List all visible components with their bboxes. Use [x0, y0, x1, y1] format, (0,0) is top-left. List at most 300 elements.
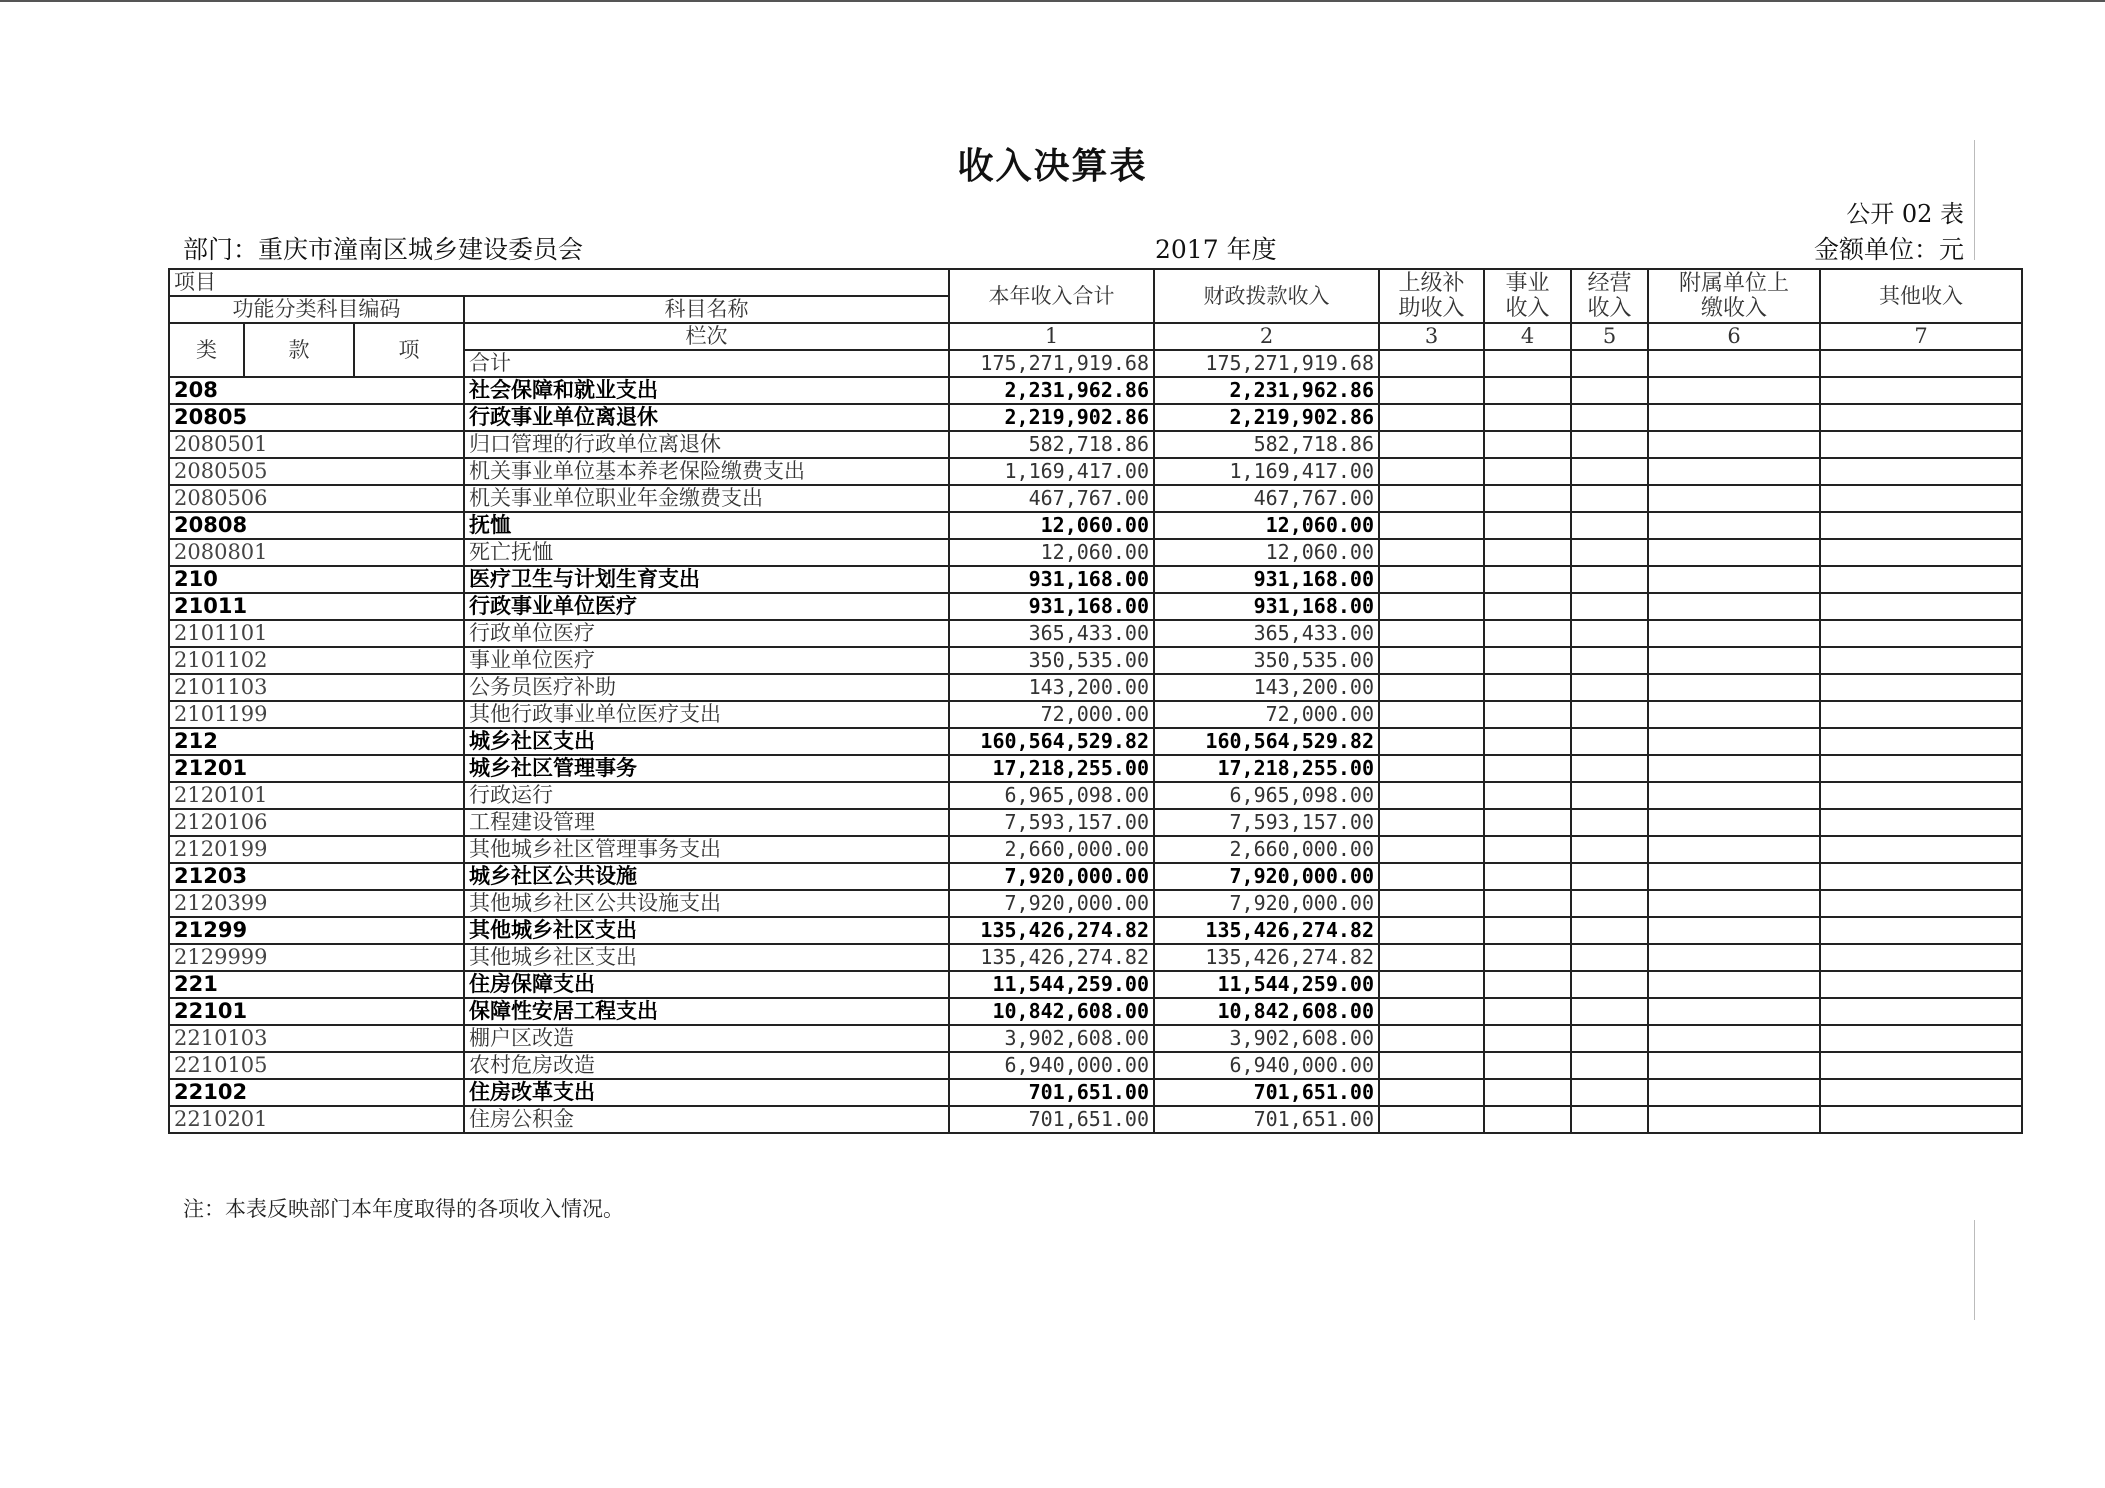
header-total-income: 本年收入合计	[949, 269, 1154, 323]
empty-cell	[1820, 755, 2022, 782]
subject-name: 棚户区改造	[464, 1025, 949, 1052]
empty-cell	[1571, 485, 1648, 512]
table-row	[169, 620, 2022, 647]
subject-name: 其他城乡社区公共设施支出	[464, 890, 949, 917]
subject-name: 事业单位医疗	[464, 647, 949, 674]
empty-cell	[1484, 728, 1571, 755]
empty-cell	[1820, 971, 2022, 998]
table-row	[169, 971, 2022, 998]
subject-name: 住房保障支出	[464, 971, 949, 998]
subject-name: 死亡抚恤	[464, 539, 949, 566]
total-income-cell: 143,200.00	[949, 674, 1154, 701]
subject-name: 其他行政事业单位医疗支出	[464, 701, 949, 728]
empty-cell	[1648, 377, 1820, 404]
empty-cell	[1379, 944, 1484, 971]
col-number: 2	[1154, 323, 1379, 350]
empty-cell	[1379, 620, 1484, 647]
empty-cell	[1648, 782, 1820, 809]
empty-cell	[1379, 539, 1484, 566]
subject-name: 社会保障和就业支出	[464, 377, 949, 404]
header-business-label: 事业 收入	[1505, 271, 1550, 321]
total-fiscal-value: 175,271,919.68	[1154, 350, 1379, 377]
empty-cell	[1820, 782, 2022, 809]
empty-cell	[1648, 1106, 1820, 1133]
subject-name: 其他城乡社区支出	[464, 944, 949, 971]
col-number: 5	[1571, 323, 1648, 350]
subject-code: 2080506	[169, 485, 464, 512]
table-row	[169, 485, 2022, 512]
fiscal-income-cell: 12,060.00	[1154, 512, 1379, 539]
empty-cell	[1484, 377, 1571, 404]
empty-cell	[1484, 701, 1571, 728]
empty-cell	[1820, 836, 2022, 863]
empty-cell	[1820, 809, 2022, 836]
table-row	[169, 836, 2022, 863]
total-income-cell: 350,535.00	[949, 647, 1154, 674]
total-income-cell: 3,902,608.00	[949, 1025, 1154, 1052]
page-title: 收入决算表	[957, 146, 1148, 187]
empty-cell	[1484, 512, 1571, 539]
empty-cell	[1571, 863, 1648, 890]
fiscal-income-cell: 7,920,000.00	[1154, 863, 1379, 890]
empty-cell	[1484, 539, 1571, 566]
fiscal-income-cell: 582,718.86	[1154, 431, 1379, 458]
empty-cell	[1820, 863, 2022, 890]
income-statement-table	[168, 268, 2023, 1134]
header-affiliated-income	[1648, 269, 1820, 323]
empty-cell	[1571, 593, 1648, 620]
empty-cell	[1484, 350, 1571, 377]
empty-cell	[1484, 755, 1571, 782]
total-income-cell: 7,920,000.00	[949, 890, 1154, 917]
table-row	[169, 1079, 2022, 1106]
fiscal-income-cell: 135,426,274.82	[1154, 917, 1379, 944]
empty-cell	[1571, 890, 1648, 917]
empty-cell	[1484, 485, 1571, 512]
total-income-cell: 7,593,157.00	[949, 809, 1154, 836]
empty-cell	[1379, 593, 1484, 620]
total-income-cell: 365,433.00	[949, 620, 1154, 647]
header-operating-label: 经营 收入	[1587, 271, 1632, 321]
col-number: 4	[1484, 323, 1571, 350]
page-right-edge	[1974, 1220, 1975, 1320]
empty-cell	[1484, 809, 1571, 836]
fiscal-year: 2017 年度	[1155, 235, 1277, 264]
empty-cell	[1648, 1025, 1820, 1052]
empty-cell	[1379, 998, 1484, 1025]
subject-name: 工程建设管理	[464, 809, 949, 836]
amount-unit: 金额单位：元	[1813, 235, 1964, 264]
empty-cell	[1484, 647, 1571, 674]
empty-cell	[1484, 917, 1571, 944]
table-row	[169, 809, 2022, 836]
empty-cell	[1379, 755, 1484, 782]
subject-code: 20808	[169, 512, 464, 539]
empty-cell	[1379, 917, 1484, 944]
subject-code: 2101199	[169, 701, 464, 728]
empty-cell	[1571, 782, 1648, 809]
subject-name: 行政事业单位离退休	[464, 404, 949, 431]
empty-cell	[1648, 620, 1820, 647]
empty-cell	[1820, 431, 2022, 458]
empty-cell	[1648, 593, 1820, 620]
subject-name: 其他城乡社区管理事务支出	[464, 836, 949, 863]
empty-cell	[1571, 674, 1648, 701]
empty-cell	[1648, 755, 1820, 782]
table-row	[169, 593, 2022, 620]
subject-code: 2080505	[169, 458, 464, 485]
empty-cell	[1379, 809, 1484, 836]
header-kuan: 款	[244, 323, 354, 377]
subject-name: 住房改革支出	[464, 1079, 949, 1106]
empty-cell	[1571, 836, 1648, 863]
subject-name: 行政单位医疗	[464, 620, 949, 647]
table-row	[169, 1106, 2022, 1133]
empty-cell	[1379, 377, 1484, 404]
total-income-cell: 6,940,000.00	[949, 1052, 1154, 1079]
subject-code: 2080501	[169, 431, 464, 458]
header-other-income: 其他收入	[1820, 269, 2022, 323]
table-row	[169, 404, 2022, 431]
fiscal-income-cell: 2,660,000.00	[1154, 836, 1379, 863]
empty-cell	[1379, 1079, 1484, 1106]
subject-code: 2129999	[169, 944, 464, 971]
table-row	[169, 377, 2022, 404]
subject-code: 20805	[169, 404, 464, 431]
empty-cell	[1648, 539, 1820, 566]
empty-cell	[1648, 728, 1820, 755]
table-row	[169, 998, 2022, 1025]
empty-cell	[1484, 971, 1571, 998]
fiscal-income-cell: 143,200.00	[1154, 674, 1379, 701]
empty-cell	[1379, 1106, 1484, 1133]
header-upper-subsidy	[1379, 269, 1484, 323]
empty-cell	[1571, 647, 1648, 674]
fiscal-income-cell: 365,433.00	[1154, 620, 1379, 647]
header-func-code: 功能分类科目编码	[169, 296, 464, 323]
total-income-cell: 135,426,274.82	[949, 944, 1154, 971]
header-operating-income	[1571, 269, 1648, 323]
empty-cell	[1820, 1106, 2022, 1133]
empty-cell	[1484, 1052, 1571, 1079]
empty-cell	[1379, 566, 1484, 593]
form-number: 公开 02 表	[1846, 200, 1964, 228]
subject-name: 农村危房改造	[464, 1052, 949, 1079]
subject-code: 2101103	[169, 674, 464, 701]
empty-cell	[1820, 512, 2022, 539]
empty-cell	[1379, 728, 1484, 755]
total-income-cell: 72,000.00	[949, 701, 1154, 728]
table-row	[169, 674, 2022, 701]
fiscal-income-cell: 72,000.00	[1154, 701, 1379, 728]
empty-cell	[1648, 917, 1820, 944]
subject-name: 城乡社区管理事务	[464, 755, 949, 782]
empty-cell	[1571, 1025, 1648, 1052]
empty-cell	[1648, 566, 1820, 593]
header-fiscal-income: 财政拨款收入	[1154, 269, 1379, 323]
empty-cell	[1648, 890, 1820, 917]
table-row	[169, 1025, 2022, 1052]
empty-cell	[1648, 647, 1820, 674]
empty-cell	[1571, 512, 1648, 539]
subject-name: 医疗卫生与计划生育支出	[464, 566, 949, 593]
empty-cell	[1379, 836, 1484, 863]
empty-cell	[1571, 620, 1648, 647]
subject-name: 行政事业单位医疗	[464, 593, 949, 620]
header-upper-subsidy-label: 上级补 助收入	[1398, 271, 1465, 321]
empty-cell	[1571, 998, 1648, 1025]
empty-cell	[1571, 1106, 1648, 1133]
empty-cell	[1648, 485, 1820, 512]
table-row	[169, 512, 2022, 539]
fiscal-income-cell: 6,940,000.00	[1154, 1052, 1379, 1079]
subject-code: 2210201	[169, 1106, 464, 1133]
empty-cell	[1820, 917, 2022, 944]
empty-cell	[1379, 674, 1484, 701]
total-label: 合计	[464, 350, 949, 377]
subject-code: 2120101	[169, 782, 464, 809]
empty-cell	[1648, 512, 1820, 539]
empty-cell	[1484, 1025, 1571, 1052]
empty-cell	[1648, 1052, 1820, 1079]
subject-code: 21203	[169, 863, 464, 890]
empty-cell	[1379, 404, 1484, 431]
table-row	[169, 755, 2022, 782]
subject-name: 机关事业单位职业年金缴费支出	[464, 485, 949, 512]
total-income-cell: 12,060.00	[949, 539, 1154, 566]
fiscal-income-cell: 12,060.00	[1154, 539, 1379, 566]
page-top-edge	[0, 0, 2105, 2]
footnote: 注：本表反映部门本年度取得的各项收入情况。	[183, 1197, 624, 1221]
empty-cell	[1820, 539, 2022, 566]
total-income-cell: 2,219,902.86	[949, 404, 1154, 431]
total-income-cell: 11,544,259.00	[949, 971, 1154, 998]
empty-cell	[1648, 1079, 1820, 1106]
subject-code: 21299	[169, 917, 464, 944]
empty-cell	[1379, 512, 1484, 539]
empty-cell	[1571, 944, 1648, 971]
total-income-cell: 160,564,529.82	[949, 728, 1154, 755]
empty-cell	[1571, 377, 1648, 404]
subject-code: 208	[169, 377, 464, 404]
empty-cell	[1379, 701, 1484, 728]
empty-cell	[1484, 890, 1571, 917]
total-income-cell: 135,426,274.82	[949, 917, 1154, 944]
table-body	[169, 377, 2022, 1133]
empty-cell	[1571, 350, 1648, 377]
table-row	[169, 782, 2022, 809]
fiscal-income-cell: 701,651.00	[1154, 1106, 1379, 1133]
empty-cell	[1484, 674, 1571, 701]
empty-cell	[1648, 863, 1820, 890]
header-row	[169, 323, 2022, 350]
empty-cell	[1820, 701, 2022, 728]
empty-cell	[1484, 863, 1571, 890]
subject-name: 公务员医疗补助	[464, 674, 949, 701]
total-income-cell: 467,767.00	[949, 485, 1154, 512]
col-number: 3	[1379, 323, 1484, 350]
col-number: 7	[1820, 323, 2022, 350]
empty-cell	[1379, 431, 1484, 458]
empty-cell	[1484, 566, 1571, 593]
empty-cell	[1484, 431, 1571, 458]
empty-cell	[1571, 539, 1648, 566]
empty-cell	[1571, 701, 1648, 728]
table-row	[169, 539, 2022, 566]
empty-cell	[1571, 809, 1648, 836]
header-item: 项目	[169, 269, 949, 296]
subject-name: 其他城乡社区支出	[464, 917, 949, 944]
empty-cell	[1484, 782, 1571, 809]
table-row	[169, 1052, 2022, 1079]
fiscal-income-cell: 931,168.00	[1154, 566, 1379, 593]
empty-cell	[1820, 1052, 2022, 1079]
empty-cell	[1571, 917, 1648, 944]
fiscal-income-cell: 467,767.00	[1154, 485, 1379, 512]
empty-cell	[1648, 998, 1820, 1025]
empty-cell	[1648, 674, 1820, 701]
empty-cell	[1484, 836, 1571, 863]
empty-cell	[1648, 350, 1820, 377]
subject-code: 210	[169, 566, 464, 593]
subject-code: 221	[169, 971, 464, 998]
empty-cell	[1648, 431, 1820, 458]
total-income-cell: 17,218,255.00	[949, 755, 1154, 782]
empty-cell	[1484, 593, 1571, 620]
fiscal-income-cell: 350,535.00	[1154, 647, 1379, 674]
table-row	[169, 917, 2022, 944]
empty-cell	[1820, 674, 2022, 701]
subject-name: 城乡社区公共设施	[464, 863, 949, 890]
total-income-cell: 701,651.00	[949, 1079, 1154, 1106]
total-income-cell: 931,168.00	[949, 566, 1154, 593]
empty-cell	[1484, 998, 1571, 1025]
subject-code: 2101102	[169, 647, 464, 674]
fiscal-income-cell: 701,651.00	[1154, 1079, 1379, 1106]
empty-cell	[1379, 971, 1484, 998]
empty-cell	[1571, 458, 1648, 485]
fiscal-income-cell: 135,426,274.82	[1154, 944, 1379, 971]
empty-cell	[1648, 971, 1820, 998]
empty-cell	[1484, 1079, 1571, 1106]
empty-cell	[1820, 620, 2022, 647]
empty-cell	[1484, 1106, 1571, 1133]
header-col-seq: 栏次	[464, 323, 949, 350]
subject-code: 22101	[169, 998, 464, 1025]
empty-cell	[1379, 1025, 1484, 1052]
total-income-cell: 931,168.00	[949, 593, 1154, 620]
department-label: 部门：重庆市潼南区城乡建设委员会	[183, 235, 584, 264]
empty-cell	[1379, 782, 1484, 809]
empty-cell	[1820, 593, 2022, 620]
fiscal-income-cell: 7,920,000.00	[1154, 890, 1379, 917]
table-row	[169, 728, 2022, 755]
empty-cell	[1820, 350, 2022, 377]
header-row	[169, 269, 2022, 296]
subject-name: 抚恤	[464, 512, 949, 539]
total-income-cell: 6,965,098.00	[949, 782, 1154, 809]
empty-cell	[1648, 701, 1820, 728]
col-number: 6	[1648, 323, 1820, 350]
empty-cell	[1379, 890, 1484, 917]
subject-code: 2101101	[169, 620, 464, 647]
subject-name: 保障性安居工程支出	[464, 998, 949, 1025]
empty-cell	[1571, 431, 1648, 458]
fiscal-income-cell: 17,218,255.00	[1154, 755, 1379, 782]
header-lei: 类	[169, 323, 244, 377]
subject-code: 21201	[169, 755, 464, 782]
empty-cell	[1820, 485, 2022, 512]
empty-cell	[1820, 647, 2022, 674]
empty-cell	[1820, 458, 2022, 485]
header-affiliated-label: 附属单位上 缴收入	[1678, 271, 1789, 321]
subject-code: 21011	[169, 593, 464, 620]
empty-cell	[1379, 458, 1484, 485]
fiscal-income-cell: 11,544,259.00	[1154, 971, 1379, 998]
table-row	[169, 701, 2022, 728]
empty-cell	[1379, 863, 1484, 890]
fiscal-income-cell: 7,593,157.00	[1154, 809, 1379, 836]
subject-code: 2120199	[169, 836, 464, 863]
empty-cell	[1820, 998, 2022, 1025]
total-income-cell: 582,718.86	[949, 431, 1154, 458]
table-row	[169, 647, 2022, 674]
total-income-cell: 7,920,000.00	[949, 863, 1154, 890]
empty-cell	[1379, 485, 1484, 512]
empty-cell	[1571, 1079, 1648, 1106]
table-row	[169, 863, 2022, 890]
subject-code: 2210105	[169, 1052, 464, 1079]
header-business-income	[1484, 269, 1571, 323]
col-number: 1	[949, 323, 1154, 350]
fiscal-income-cell: 10,842,608.00	[1154, 998, 1379, 1025]
empty-cell	[1820, 404, 2022, 431]
subject-code: 2080801	[169, 539, 464, 566]
empty-cell	[1571, 1052, 1648, 1079]
empty-cell	[1648, 809, 1820, 836]
total-income-cell: 2,660,000.00	[949, 836, 1154, 863]
empty-cell	[1571, 971, 1648, 998]
empty-cell	[1648, 458, 1820, 485]
empty-cell	[1484, 620, 1571, 647]
total-income-value: 175,271,919.68	[949, 350, 1154, 377]
fiscal-income-cell: 1,169,417.00	[1154, 458, 1379, 485]
table-row	[169, 566, 2022, 593]
empty-cell	[1648, 836, 1820, 863]
empty-cell	[1648, 404, 1820, 431]
fiscal-income-cell: 2,219,902.86	[1154, 404, 1379, 431]
subject-code: 212	[169, 728, 464, 755]
table-row	[169, 458, 2022, 485]
table-row	[169, 944, 2022, 971]
empty-cell	[1379, 350, 1484, 377]
subject-name: 城乡社区支出	[464, 728, 949, 755]
total-income-cell: 2,231,962.86	[949, 377, 1154, 404]
empty-cell	[1820, 944, 2022, 971]
empty-cell	[1820, 566, 2022, 593]
subject-code: 22102	[169, 1079, 464, 1106]
empty-cell	[1379, 1052, 1484, 1079]
header-subject-name: 科目名称	[464, 296, 949, 323]
empty-cell	[1571, 404, 1648, 431]
total-income-cell: 1,169,417.00	[949, 458, 1154, 485]
subject-code: 2120399	[169, 890, 464, 917]
empty-cell	[1820, 728, 2022, 755]
empty-cell	[1820, 1079, 2022, 1106]
fiscal-income-cell: 3,902,608.00	[1154, 1025, 1379, 1052]
fiscal-income-cell: 6,965,098.00	[1154, 782, 1379, 809]
subject-name: 住房公积金	[464, 1106, 949, 1133]
